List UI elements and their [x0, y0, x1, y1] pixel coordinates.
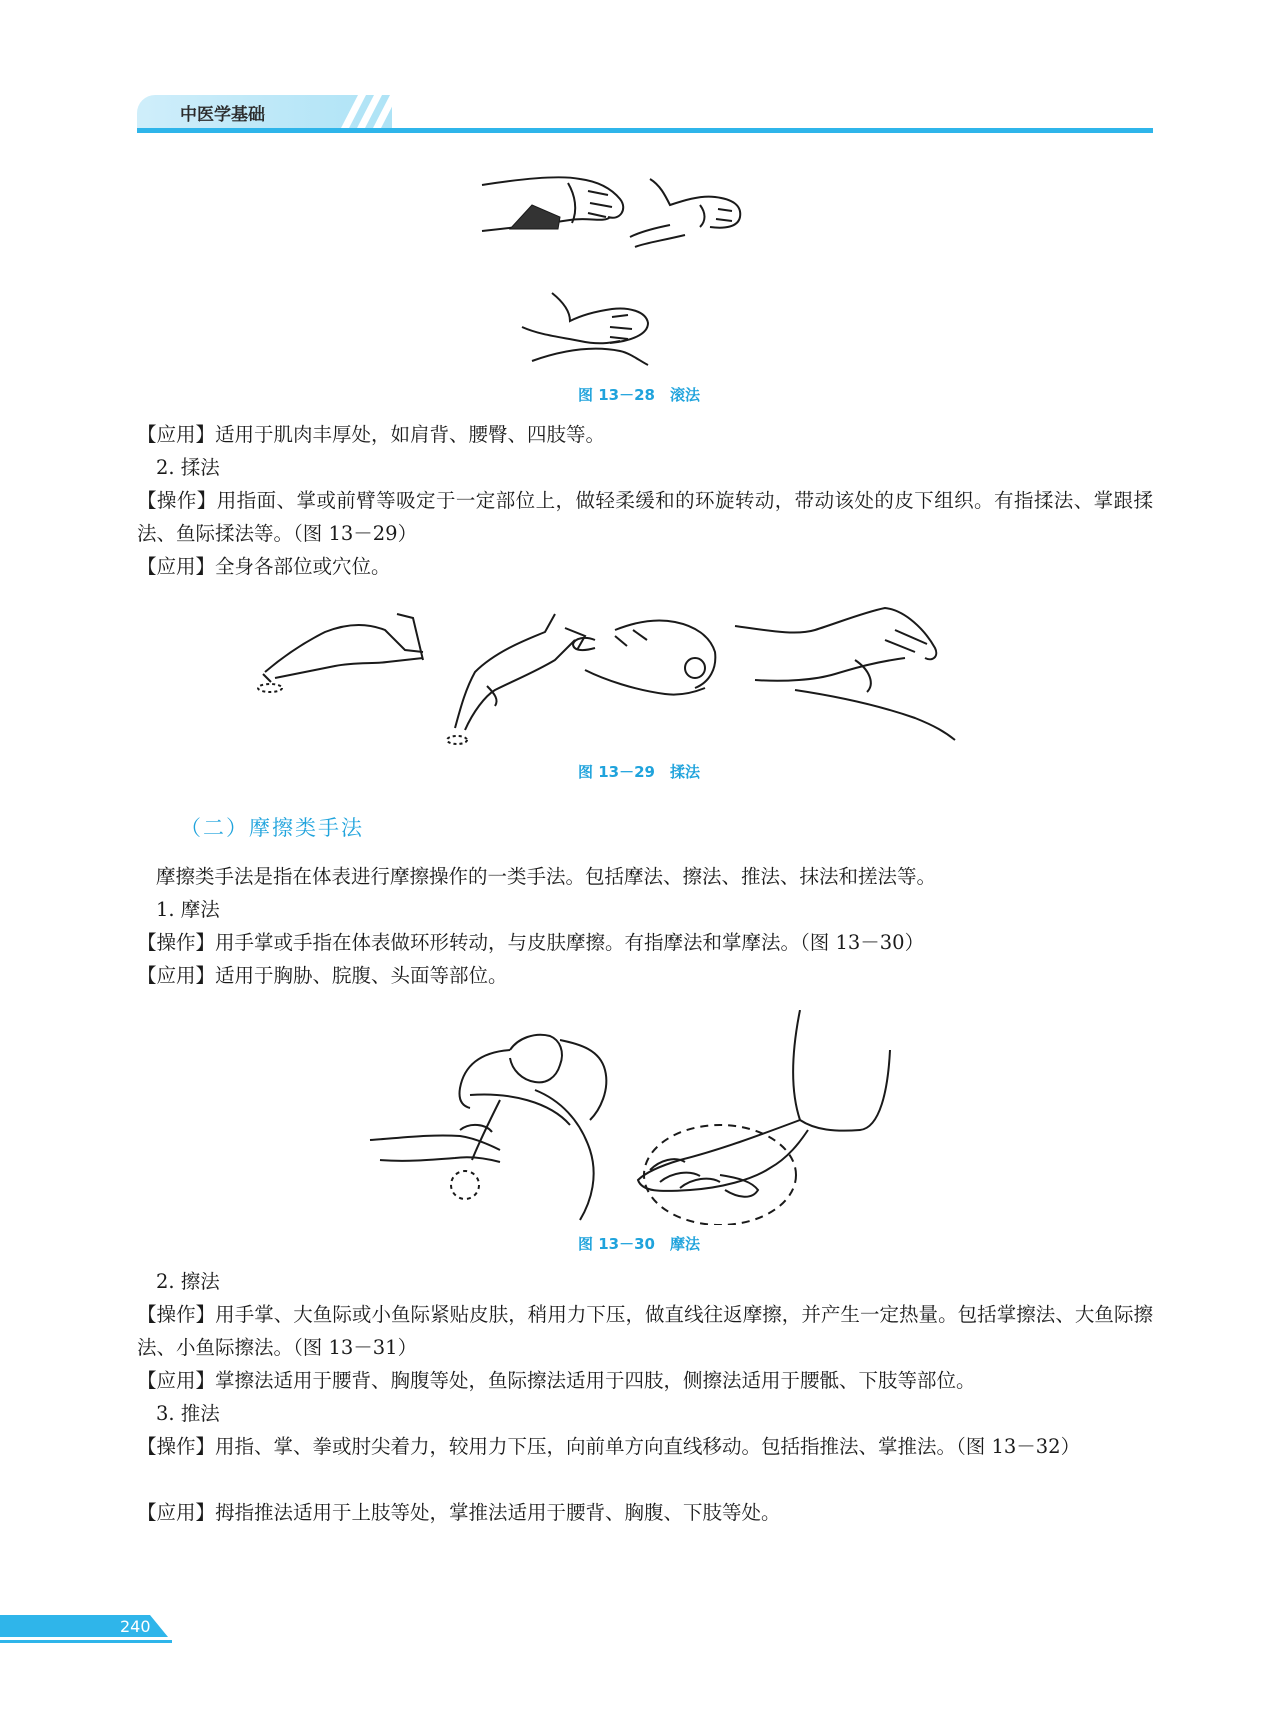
application-paragraph-kneading: 【应用】全身各部位或穴位。 — [137, 555, 391, 578]
figure-13-29-caption: 图 13－29 揉法 — [578, 763, 700, 781]
header-stripes-decoration — [330, 95, 410, 130]
operation-paragraph-rubbing: 【操作】用手掌或手指在体表做环形转动，与皮肤摩擦。有指摩法和掌摩法。（图 13－30） — [137, 931, 925, 954]
application-paragraph-rubbing: 【应用】适用于胸胁、脘腹、头面等部位。 — [137, 964, 508, 987]
item-heading-pushing: 3. 推法 — [156, 1402, 220, 1425]
application-paragraph-wiping: 【应用】掌擦法适用于腰背、胸腹等处，鱼际擦法适用于四肢，侧擦法适用于腰骶、下肢等部位。 — [137, 1369, 976, 1392]
item-heading-rubbing: 1. 摩法 — [156, 898, 220, 921]
application-paragraph-1: 【应用】适用于肌肉丰厚处，如肩背、腰臀、四肢等。 — [137, 423, 606, 446]
intro-paragraph-friction: 摩擦类手法是指在体表进行摩擦操作的一类手法。包括摩法、擦法、推法、抹法和搓法等。 — [156, 865, 937, 888]
footer-rule — [0, 1640, 172, 1643]
figure-13-28-illustration — [470, 165, 815, 380]
application-paragraph-pushing: 【应用】拇指推法适用于上肢等处，掌推法适用于腰背、胸腹、下肢等处。 — [137, 1501, 781, 1524]
figure-13-28-caption: 图 13－28 滚法 — [578, 386, 700, 404]
figure-13-30-illustration — [360, 1010, 940, 1225]
header-rule — [137, 128, 1153, 133]
operation-paragraph-wiping: 【操作】用手掌、大鱼际或小鱼际紧贴皮肤，稍用力下压，做直线往返摩擦，并产生一定热量。包括掌擦法、大鱼际擦法、小鱼际擦法。（图 13－31） — [137, 1303, 1153, 1359]
figure-13-29-illustration — [255, 600, 990, 750]
item-heading-wiping: 2. 擦法 — [156, 1270, 220, 1293]
operation-paragraph-kneading: 【操作】用指面、掌或前臂等吸定于一定部位上，做轻柔缓和的环旋转动，带动该处的皮下组织。有指揉法、掌跟揉法、鱼际揉法等。（图 13－29） — [137, 489, 1153, 545]
operation-paragraph-pushing: 【操作】用指、掌、拳或肘尖着力，较用力下压，向前单方向直线移动。包括指推法、掌推法。（图 13－32） — [137, 1435, 1081, 1458]
figure-13-30-caption: 图 13－30 摩法 — [578, 1235, 700, 1253]
page-number: 240 — [120, 1617, 151, 1636]
item-heading-kneading: 2. 揉法 — [156, 456, 220, 479]
section-title-friction-techniques: （二）摩擦类手法 — [180, 816, 364, 840]
book-title: 中医学基础 — [180, 105, 265, 125]
